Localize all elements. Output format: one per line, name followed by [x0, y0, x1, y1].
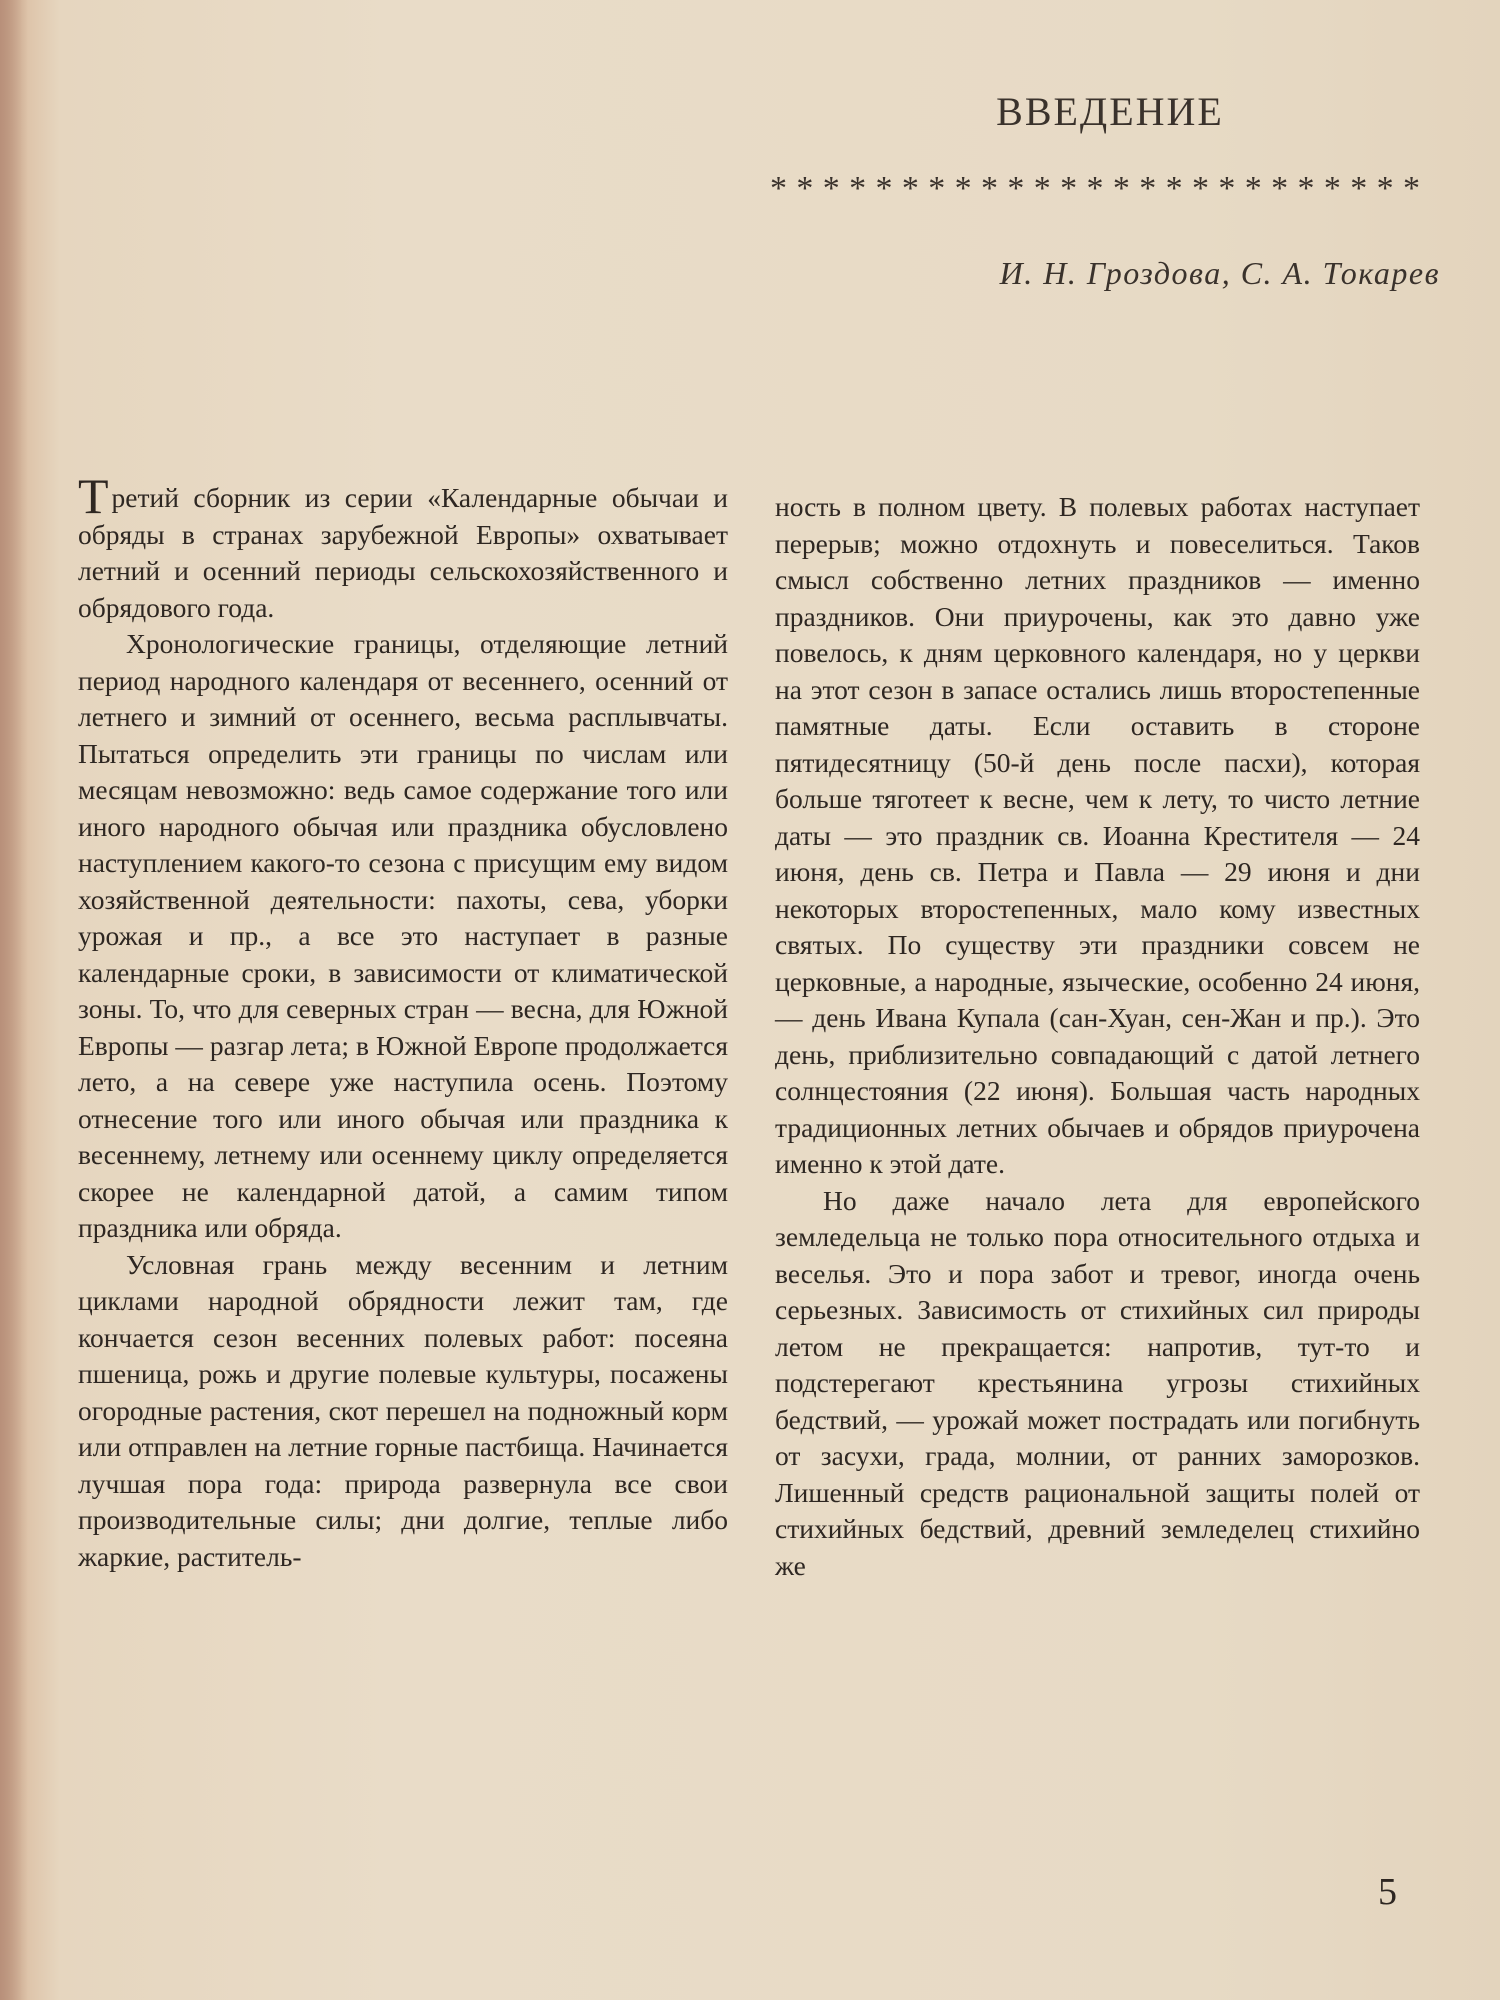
- ornament-star: *: [1060, 170, 1078, 207]
- star-ornament: [770, 170, 1420, 208]
- left-column: [78, 468, 728, 1575]
- ornament-star: *: [981, 170, 998, 207]
- ornament-star: *: [1297, 170, 1315, 207]
- right-column: [775, 489, 1420, 1584]
- ornament-star: *: [796, 170, 814, 207]
- ornament-star: *: [1271, 170, 1289, 207]
- drop-cap: Т: [78, 468, 109, 524]
- paragraph-boundary: Условная грань между весенним и летним циклами народной обрядности лежит там, где кончается сезон весенних полевых работ: посеяна пшеница, рожь и другие полевые культуры, посажены огородные растения, скот перешел на подножный корм или отправлен на летние горные пастбища. Начинается лучшая пора года: природа развернула все свои производительные силы; дни долгие, теплые либо жаркие, раститель-: [78, 1248, 728, 1572]
- page-number: 5: [1378, 1871, 1397, 1913]
- paragraph-summer-holidays: ность в полном цвету. В полевых работах наступает перерыв; можно отдохнуть и повеселиться. Таков смысл собственно летних праздников — именно праздников. Они приурочены, как это давно уже повелось, к дням церковного календаря, но у церкви на этот сезон в запасе остались лишь второстепенные памятные даты. Если оставить в стороне пятидесятницу (50-й день после пасхи), которая больше тяготеет к весне, чем к лету, то чисто летние даты — это праздник св. Иоанна Крестителя — 24 июня, день св. Петра и Павла — 29 июня и дни некоторых второстепенных, мало кому известных святых. По существу эти праздники совсем не церковные, а народные, языческие, особенно 24 июня, — день Ивана Купала (сан-Хуан, сен-Жан и пр.). Это день, приблизительно совпадающий с датой летнего солнцестояния (22 июня). Большая часть народных традиционных летних обычаев и обрядов приурочена именно к этой дате.: [775, 491, 1420, 1179]
- paragraph-chronology: Хронологические границы, отделяющие летний период народного календаря от весеннего, осенний от летнего и зимний от осеннего, весьма расплывчаты. Пытаться определить эти границы по числам или месяцам невозможно: ведь самое содержание того или иного народного обычая или праздника обусловлено наступлением какого-то сезона с присущим ему видом хозяйственной деятельности: пахоты, сева, уборки урожая и пр., а все это наступает в разные календарные сроки, в зависимости от климатической зоны. То, что для северных стран — весна, для Южной Европы — разгар лета; в Южной Европе продолжается лето, а на севере уже наступила осень. Поэтому отнесение того или иного обычая или праздника к весеннему, летнему или осеннему циклу определяется скорее не календарной датой, а самим типом праздника или обряда.: [78, 628, 728, 1243]
- ornament-star: *: [1244, 170, 1262, 207]
- ornament-star: *: [954, 170, 972, 207]
- chapter-heading: ВВЕДЕНИЕ: [996, 89, 1224, 134]
- ornament-star: *: [875, 170, 893, 207]
- binding-shadow: [0, 0, 28, 2000]
- ornament-star: *: [928, 170, 946, 207]
- ornament-star: *: [901, 170, 919, 207]
- ornament-star: *: [1139, 170, 1157, 207]
- ornament-star: *: [1086, 170, 1104, 207]
- ornament-star: *: [822, 170, 840, 207]
- ornament-star: *: [1007, 170, 1025, 207]
- ornament-star: *: [1403, 170, 1420, 207]
- ornament-star: *: [1033, 170, 1051, 207]
- ornament-star: *: [1323, 170, 1341, 207]
- paragraph-summer-worries: Но даже начало лета для европейского земледельца не только пора относительного отдыха и веселья. Это и пора забот и тревог, иногда очень серьезных. Зависимость от стихийных сил природы летом не прекращается: напротив, тут-то и подстерегают крестьянина угрозы стихийных бедствий, — урожай может пострадать или погибнуть от засухи, града, молнии, от ранних заморозков. Лишенный средств рациональной защиты полей от стихийных бедствий, древний земледелец стихийно же: [775, 1184, 1420, 1581]
- ornament-star: *: [1376, 170, 1394, 207]
- ornament-star: *: [849, 170, 867, 207]
- paragraph-intro-text: ретий сборник из серии «Календарные обычаи и обряды в странах зарубежной Европы» охватывает летний и осенний периоды сельскохозяйственного и обрядового года.: [78, 482, 728, 623]
- ornament-star: *: [770, 170, 787, 207]
- ornament-star: *: [1192, 170, 1209, 207]
- ornament-star: *: [1218, 170, 1236, 207]
- ornament-star: *: [1112, 170, 1130, 207]
- ornament-star: *: [1165, 170, 1183, 207]
- paragraph-intro: [78, 468, 728, 626]
- ornament-star: *: [1350, 170, 1368, 207]
- authors-line: И. Н. Гроздова, С. А. Токарев: [999, 255, 1440, 291]
